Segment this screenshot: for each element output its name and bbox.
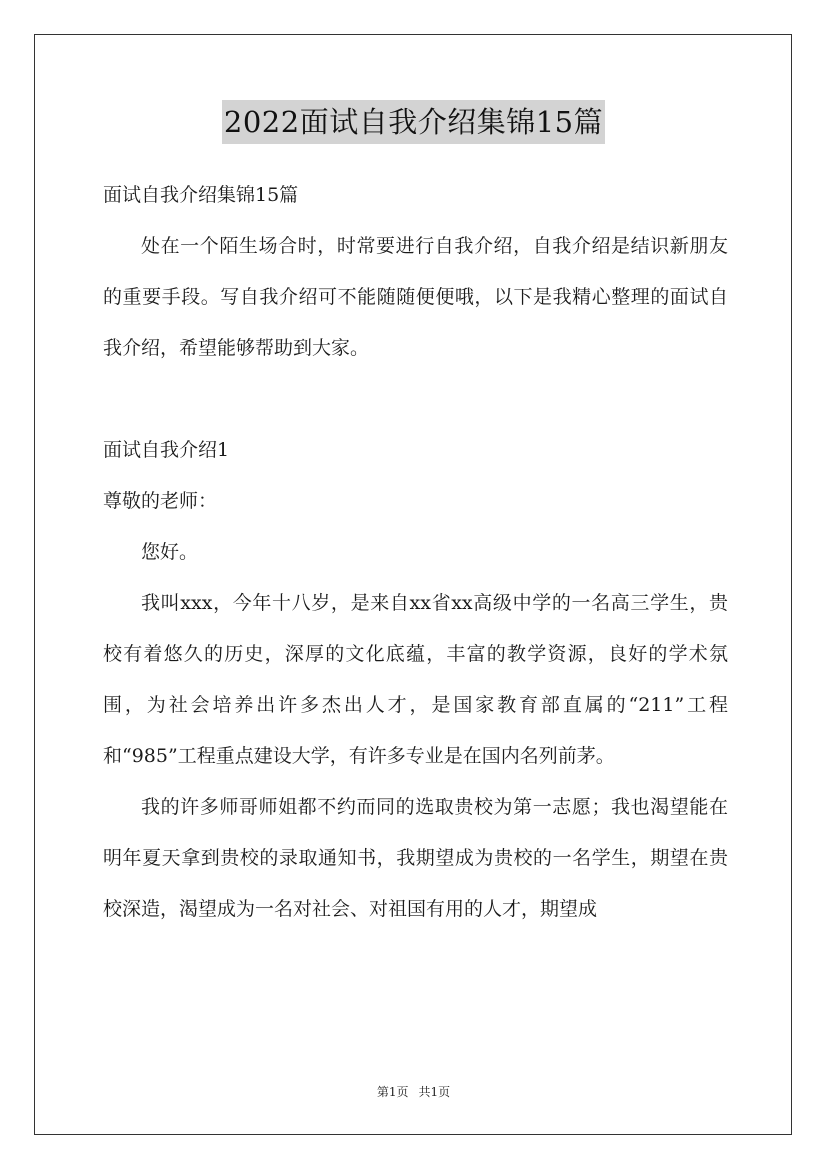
- document-title: 2022面试自我介绍集锦15篇: [222, 100, 605, 144]
- page-number: 第1页: [376, 1085, 409, 1099]
- section-heading: 面试自我介绍1: [103, 439, 230, 461]
- page-total: 共1页: [418, 1085, 451, 1099]
- intro-paragraph: 处在一个陌生场合时，时常要进行自我介绍，自我介绍是结识新朋友的重要手段。写自我介绍可不能随随便便哦，以下是我精心整理的面试自我介绍，希望能够帮助到大家。: [103, 235, 728, 359]
- greeting: 您好。: [141, 541, 199, 563]
- salutation: 尊敬的老师：: [103, 490, 218, 512]
- page-footer: [0, 1083, 827, 1101]
- document-body: [103, 170, 728, 935]
- document-subtitle: 面试自我介绍集锦15篇: [103, 184, 299, 206]
- title-container: [0, 100, 827, 144]
- body-paragraph-2: 我的许多师哥师姐都不约而同的选取贵校为第一志愿；我也渴望能在明年夏天拿到贵校的录取通知书，我期望成为贵校的一名学生，期望在贵校深造，渴望成为一名对社会、对祖国有用的人才，期望成: [103, 796, 728, 920]
- blank-line: [103, 374, 728, 425]
- body-paragraph-1: 我叫xxx，今年十八岁，是来自xx省xx高级中学的一名高三学生，贵校有着悠久的历史，深厚的文化底蕴，丰富的教学资源，良好的学术氛围，为社会培养出许多杰出人才，是国家教育部直属的“211”工程和“985”工程重点建设大学，有许多专业是在国内名列前茅。: [103, 592, 728, 767]
